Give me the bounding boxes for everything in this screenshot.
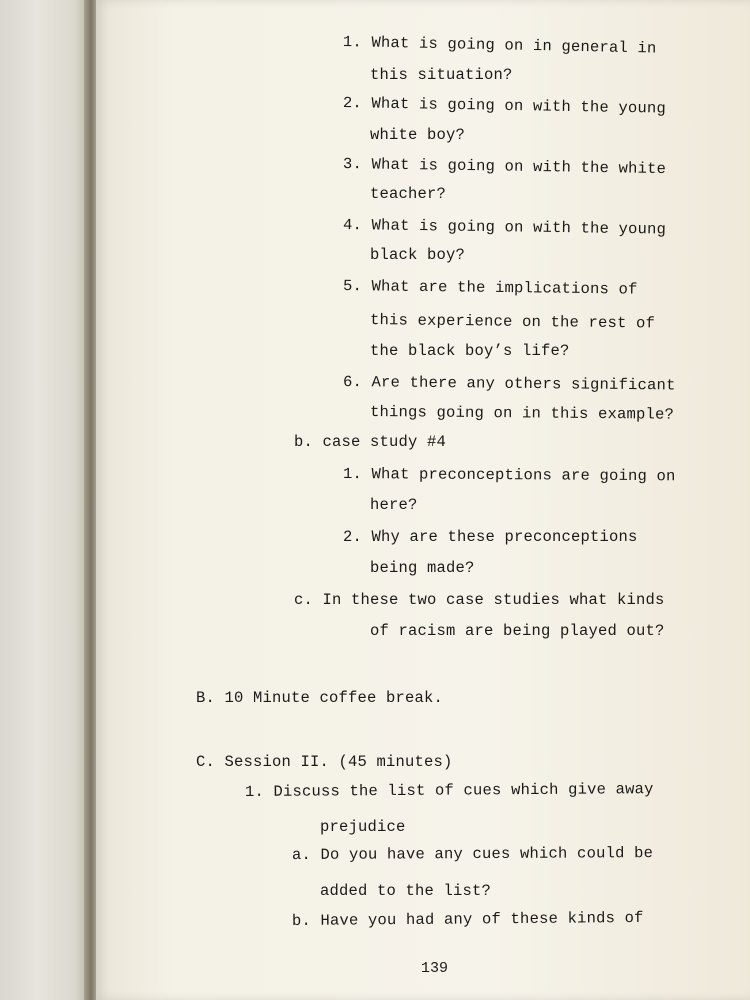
case4-question-2-line-1: 2. Why are these preconceptions (343, 528, 638, 546)
case4-question-1-line-2: here? (370, 496, 418, 514)
section-c-session-2: C. Session II. (45 minutes) (196, 753, 453, 771)
case4-question-1-line-1: 1. What preconceptions are going on (342, 465, 676, 486)
question-4-line-2: black boy? (370, 246, 466, 264)
item-c-line-2: of racism are being played out? (370, 622, 665, 640)
question-6-line-2: things going on in this example? (369, 403, 675, 424)
case-study-4-heading: b. case study #4 (294, 433, 447, 451)
session2-item-b-line-1: b. Have you had any of these kinds of (291, 908, 644, 930)
question-4-line-1: 4. What is going on with the young (342, 216, 667, 239)
session2-item-a-line-1: a. Do you have any cues which could be (291, 844, 654, 864)
question-5-line-1: 5. What are the implications of (342, 277, 638, 299)
question-5-line-2: this experience on the rest of (369, 311, 656, 333)
question-3-line-1: 3. What is going on with the white (342, 155, 667, 179)
item-c-line-1: c. In these two case studies what kinds (294, 591, 665, 609)
session2-item-1-line-1: 1. Discuss the list of cues which give away (244, 780, 654, 801)
case4-question-2-line-2: being made? (370, 559, 475, 577)
question-1-line-1: 1. What is going on in general in (342, 33, 657, 58)
question-5-line-3: the black boy’s life? (370, 342, 570, 360)
question-2-line-1: 2. What is going on with the young (342, 94, 667, 118)
question-2-line-2: white boy? (370, 126, 466, 144)
question-6-line-1: 6. Are there any others significant (342, 373, 676, 395)
question-1-line-2: this situation? (370, 66, 513, 84)
session2-item-a-line-2: added to the list? (320, 882, 492, 900)
left-page-edge (0, 0, 92, 1000)
session2-item-1-line-2: prejudice (320, 818, 406, 836)
section-b-coffee-break: B. 10 Minute coffee break. (196, 689, 444, 707)
question-3-line-2: teacher? (370, 185, 447, 203)
page-number: 139 (421, 960, 449, 977)
